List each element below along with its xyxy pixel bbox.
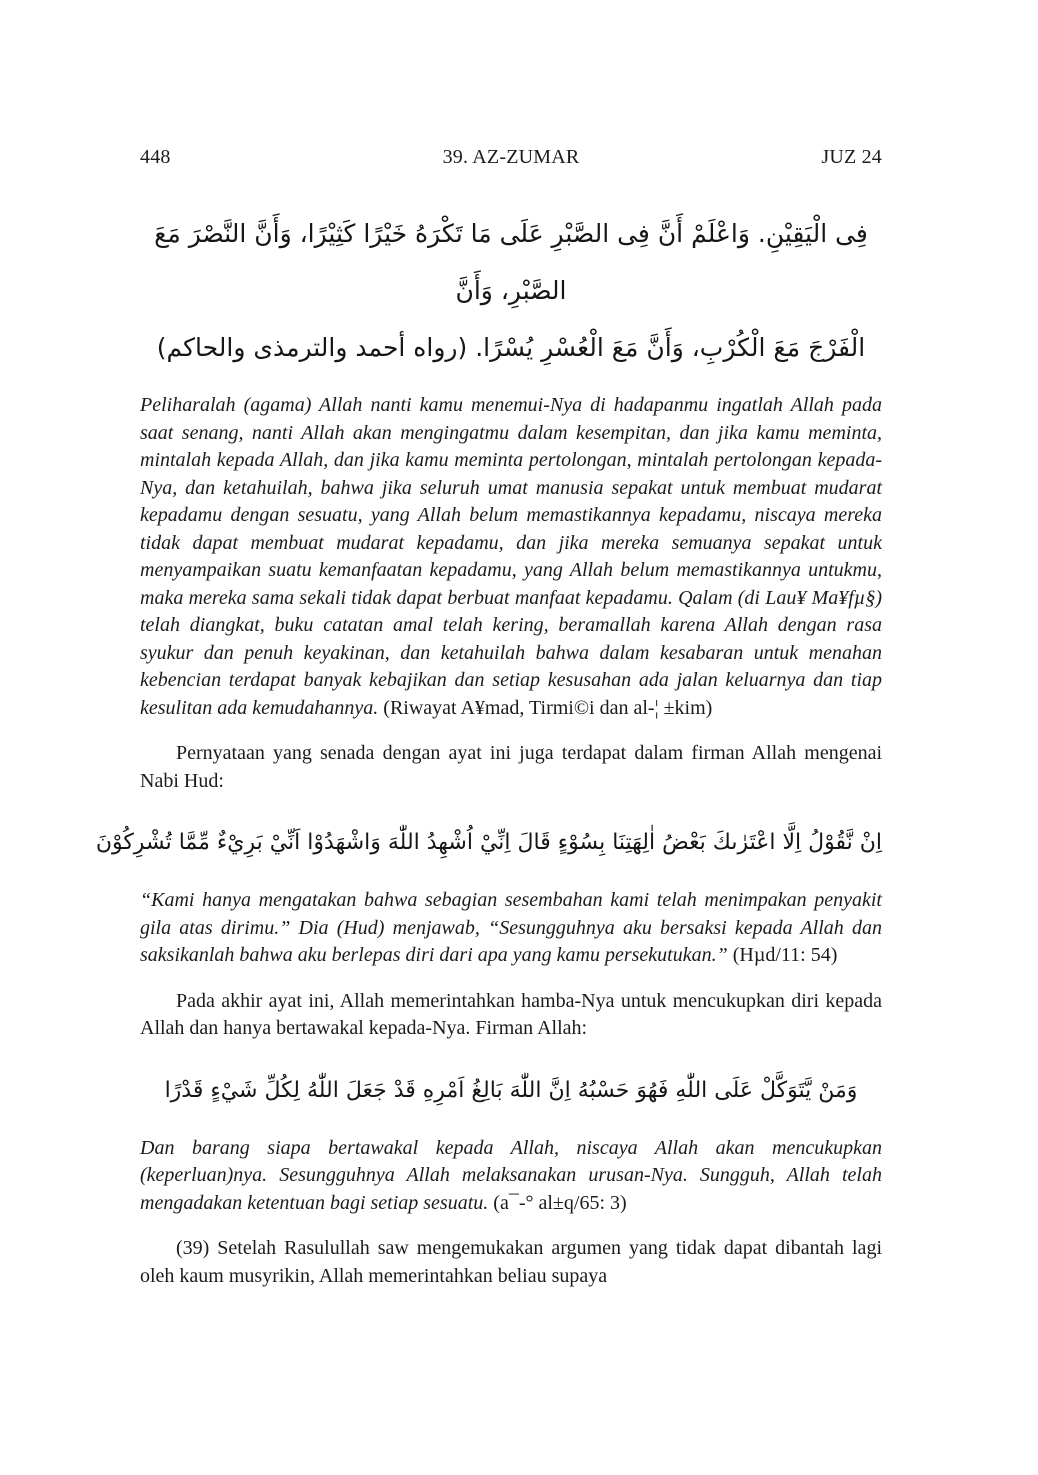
tafsir-ayat-39-paragraph: (39) Setelah Rasulullah saw mengemukakan argumen yang tidak dapat dibantah lagi oleh kaum musyrikin, Allah memerintahkan beliau supaya (140, 1237, 882, 1287)
hud-intro-paragraph: Pernyataan yang senada dengan ayat ini juga terdapat dalam firman Allah mengenai Nabi Hud: (140, 742, 882, 792)
hadith-translation-paragraph (140, 392, 882, 722)
surah-title: 39. AZ-ZUMAR (442, 146, 580, 168)
hadith-arabic-text (140, 205, 882, 376)
page-number: 448 (140, 146, 171, 168)
quran-verse-talaq-arabic: وَمَنْ يَّتَوَكَّلْ عَلَى اللّٰهِ فَهُوَ حَسْبُهُ اِنَّ اللّٰهَ بَالِغُ اَمْرِهِ قَدْ جَعَلَ اللّٰهُ لِكُلِّ شَيْءٍ قَدْرًا (164, 1077, 858, 1103)
page-header (140, 146, 882, 169)
quran-verse-hud-arabic: اِنْ نَّقُوْلُ اِلَّا اعْتَرٰىكَ بَعْضُ اٰلِهَتِنَا بِسُوْءٍ قَالَ اِنِّيْ اُشْهِدُ اللّٰهَ وَاشْهَدُوْا اَنِّيْ بَرِيْءٌ مِّمَّا تُشْرِكُوْنَ (95, 830, 882, 855)
hadith-translation-text: Peliharalah (agama) Allah nanti kamu menemui-Nya di hadapanmu ingatlah Allah pada saat senang, nanti Allah akan mengingatmu dalam kesempitan, dan jika kamu meminta, mintalah kepada Allah, dan jika kamu meminta pertolongan, mintalah pertolongan kepada-Nya, dan ketahuilah, bahwa jika seluruh umat manusia sepakat untuk membuat mudarat kepadamu dengan sesuatu, yang Allah belum memastikannya kepadamu, niscaya mereka tidak dapat membuat mudarat kepadamu, dan jika mereka semuanya sepakat untuk menyampaikan suatu kemanfaatan kepadamu, yang Allah belum memastikannya untukmu, maka mereka sama sekali tidak dapat berbuat manfaat kepadamu. Qalam (di Lau¥ Ma¥fµ§) telah diangkat, buku catatan amal telah kering, beramallah karena Allah dengan rasa syukur dan penuh keyakinan, dan ketahuilah bahwa dalam kesabaran untuk menahan kebencian terdapat banyak kebajikan dan setiap kesusahan ada jalan keluarnya dan tiap kesulitan ada kemudahannya. (140, 394, 882, 719)
tawakal-intro-paragraph: Pada akhir ayat ini, Allah memerintahkan hamba-Nya untuk mencukupkan diri kepada Allah dan hanya bertawakal kepada-Nya. Firman Allah: (140, 989, 882, 1039)
hud-translation-text: “Kami hanya mengatakan bahwa sebagian sesembahan kami telah menimpakan penyakit gila atas dirimu.” Dia (Hud) menjawab, “Sesungguhnya aku bersaksi kepada Allah dan saksikanlah bahwa aku berlepas diri dari apa yang kamu persekutukan.” (140, 889, 882, 966)
hadith-arabic-line-1: فِى الْيَقِيْنِ. وَاعْلَمْ أَنَّ فِى الصَّبْرِ عَلَى مَا تَكْرَهُ خَيْرًا كَثِيْرًا، وَأَنَّ النَّصْرَ مَعَ الصَّبْرِ، وَأَنَّ (154, 219, 868, 305)
talaq-translation-text: Dan barang siapa bertawakal kepada Allah, niscaya Allah akan mencukupkan (keperluan)nya. Sesungguhnya Allah melaksanakan urusan-Nya. Sungguh, Allah telah mengadakan ketentuan bagi setiap sesuatu. (140, 1136, 882, 1214)
hadith-source-citation: (Riwayat A¥mad, Tirmi©i dan al-¦ ±kim) (383, 696, 713, 719)
talaq-translation-paragraph (140, 1135, 882, 1218)
hud-verse-reference: (Hµd/11: 54) (732, 944, 838, 966)
talaq-verse-reference: (a¯-° al±q/65: 3) (493, 1191, 627, 1214)
hadith-arabic-line-2: الْفَرْجَ مَعَ الْكُرْبِ، وَأَنَّ مَعَ الْعُسْرِ يُسْرًا. (رواه أحمد والترمذى والحاكم) (156, 333, 866, 362)
juz-label: JUZ 24 (821, 146, 882, 168)
hud-translation-paragraph (140, 887, 882, 970)
